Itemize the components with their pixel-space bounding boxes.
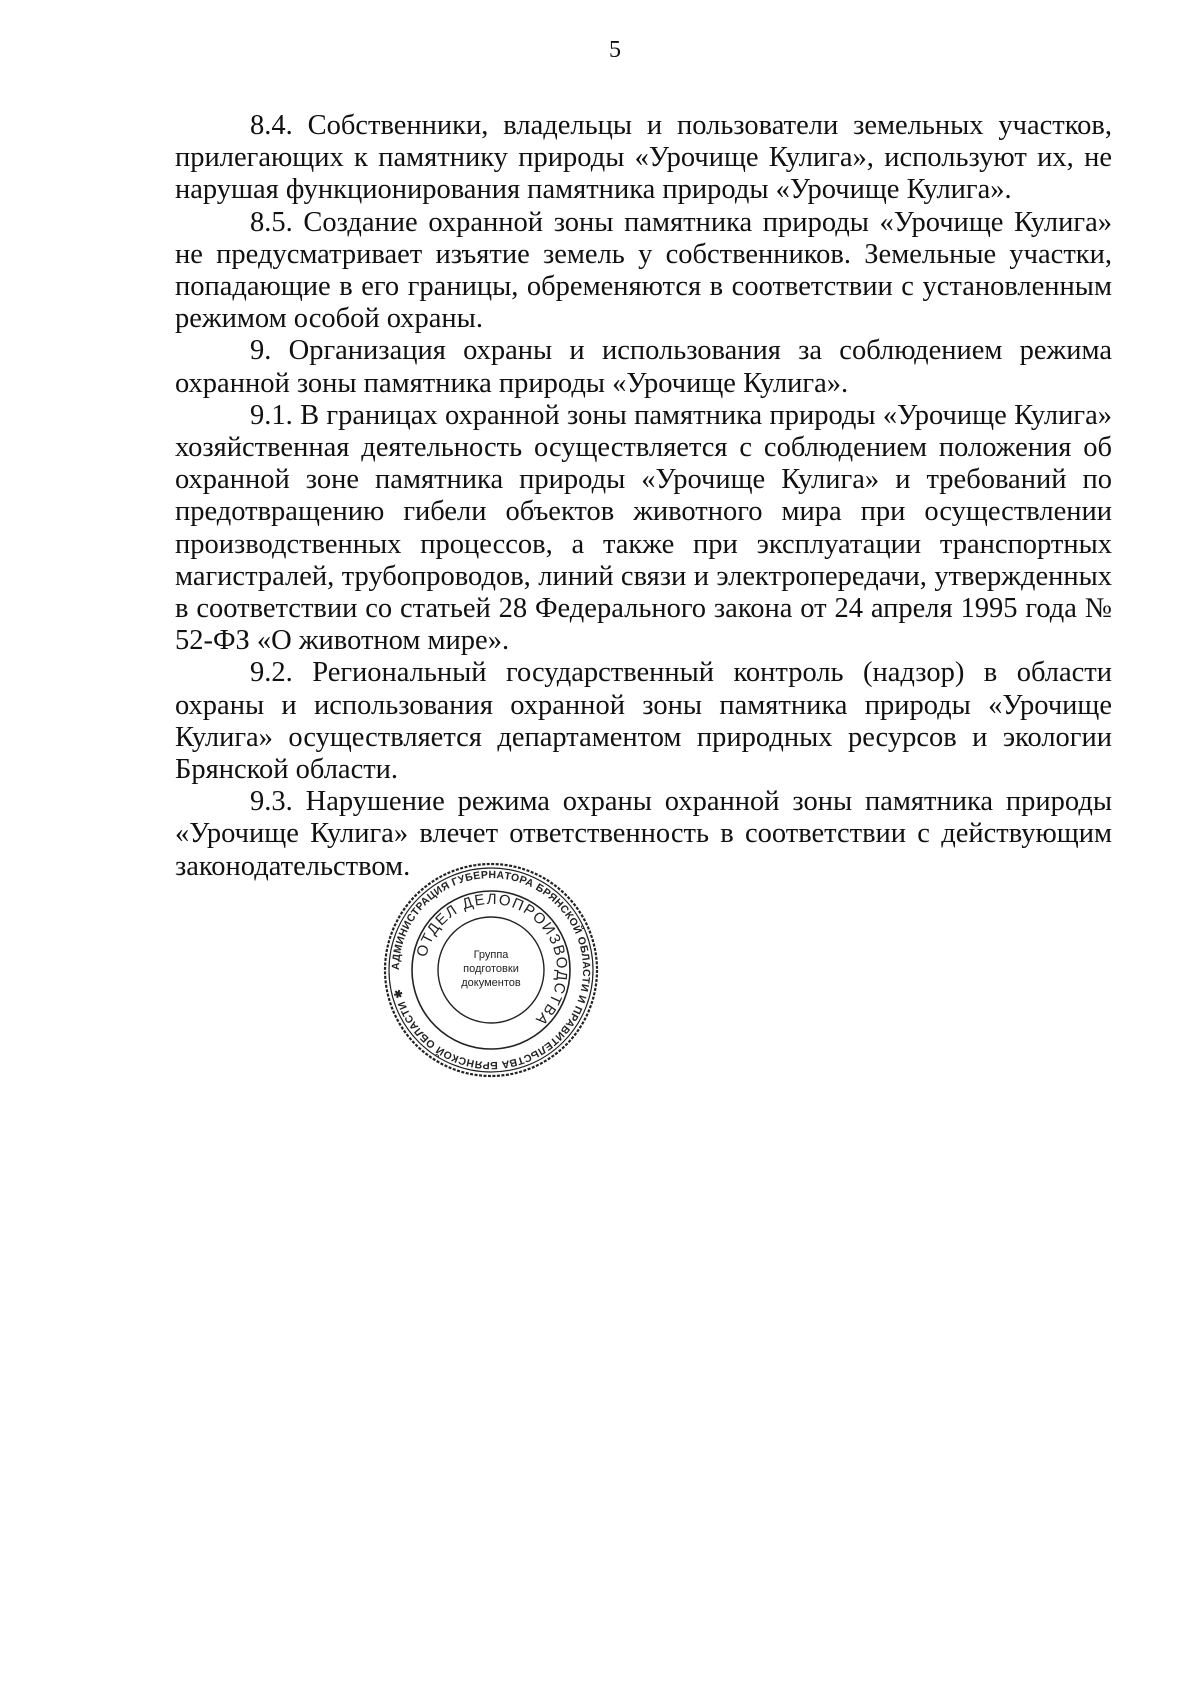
seal-center-line-3: документов bbox=[461, 977, 521, 989]
seal-center-line-1: Группа bbox=[473, 949, 509, 961]
paragraph-8-5: 8.5. Создание охранной зоны памятника природы «Урочище Кулига» не предусматривает изъятие земель у собственников. Земельные участки, попадающие в его границы, обременяются в соответствии с установленным режимом особой охраны. bbox=[175, 206, 1112, 335]
official-seal bbox=[383, 862, 599, 1078]
paragraph-9-3: 9.3. Нарушение режима охраны охранной зоны памятника природы «Урочище Кулига» влечет ответственность в соответствии с действующим законодательством. bbox=[175, 786, 1112, 882]
paragraph-8-4: 8.4. Собственники, владельцы и пользователи земельных участков, прилегающих к памятнику природы «Урочище Кулига», используют их, не нарушая функционирования памятника природы «Урочище Кулига». bbox=[175, 110, 1112, 206]
document-body bbox=[175, 110, 1112, 883]
seal-outer-textpath: АДМИНИСТРАЦИЯ ГУБЕРНАТОРА БРЯНСКОЙ ОБЛАСТИ И ПРАВИТЕЛЬСТВА БРЯНСКОЙ ОБЛАСТИ ✱ bbox=[389, 868, 593, 1072]
seal-center-line-2: подготовки bbox=[463, 963, 519, 975]
seal-inner-textpath: ОТДЕЛ ДЕЛОПРОИЗВОДСТВА bbox=[413, 890, 571, 1030]
paragraph-9: 9. Организация охраны и использования за соблюдением режима охранной зоны памятника природы «Урочище Кулига». bbox=[175, 335, 1112, 399]
seal-graphic bbox=[383, 862, 599, 1078]
paragraph-9-1: 9.1. В границах охранной зоны памятника природы «Урочище Кулига» хозяйственная деятельность осуществляется с соблюдением положения об охранной зоне памятника природы «Урочище Кулига» и требований по предотвращению гибели объектов животного мира при осуществлении производственных процессов, а также при эксплуатации транспортных магистралей, трубопроводов, линий связи и электропередачи, утвержденных в соответствии со статьей 28 Федерального закона от 24 апреля 1995 года № 52-ФЗ «О животном мире». bbox=[175, 399, 1112, 657]
seal-center-text bbox=[461, 949, 521, 989]
page-number: 5 bbox=[609, 37, 621, 63]
paragraph-9-2: 9.2. Региональный государственный контроль (надзор) в области охраны и использования охранной зоны памятника природы «Урочище Кулига» осуществляется департаментом природных ресурсов и экологии Брянской области. bbox=[175, 657, 1112, 786]
